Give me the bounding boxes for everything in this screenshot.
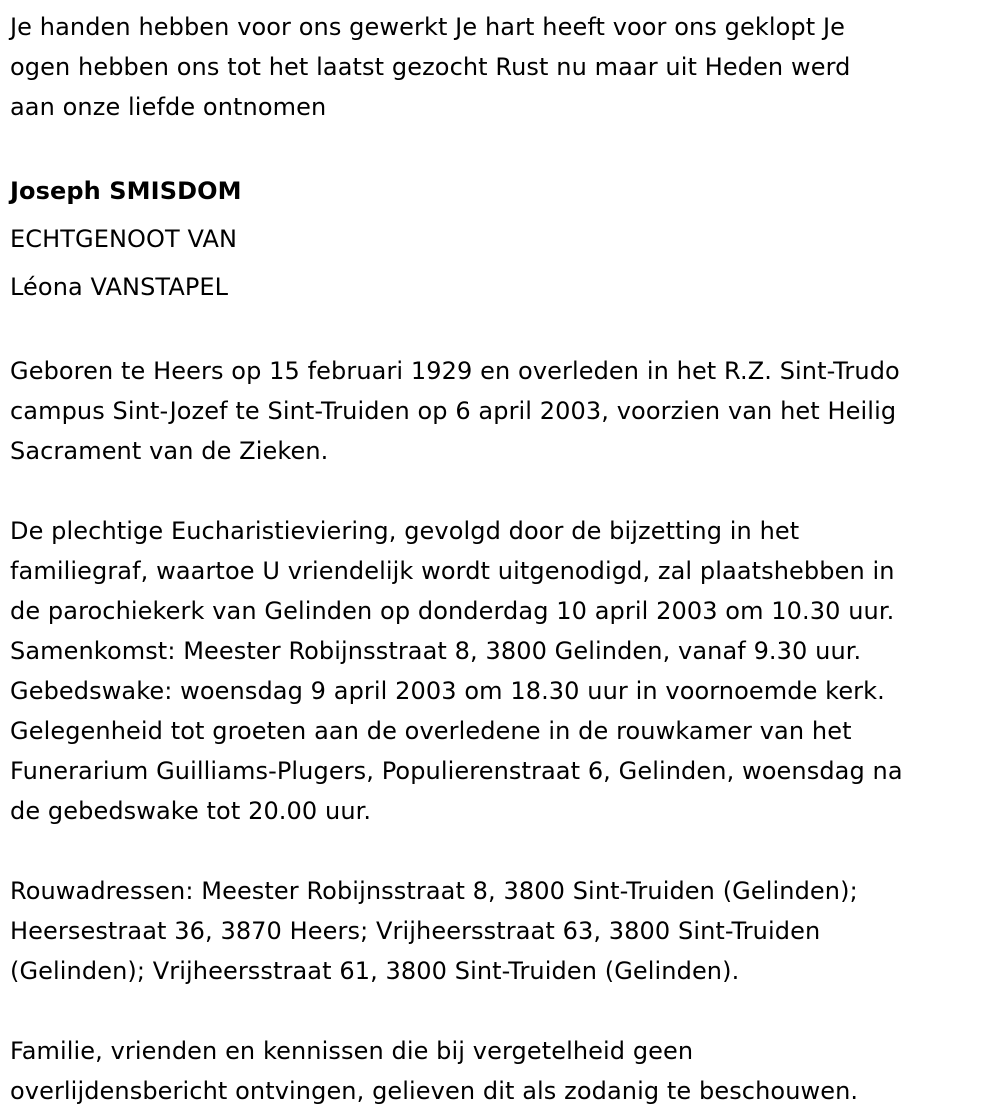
address-line: (Gelinden); Vrijheersstraat 61, 3800 Sint-Truiden (Gelinden). [10, 957, 740, 985]
addresses-paragraph [10, 871, 995, 991]
spacer [10, 831, 995, 871]
birth-death-line: Geboren te Heers op 15 februari 1929 en overleden in het R.Z. Sint-Trudo [10, 357, 900, 385]
intro-line: Je handen hebben voor ons gewerkt Je hart heeft voor ons geklopt Je [10, 13, 846, 41]
intro-verse [10, 7, 995, 127]
spacer [10, 311, 995, 351]
spacer [10, 127, 995, 167]
ceremony-line: Funerarium Guilliams-Plugers, Populierenstraat 6, Gelinden, woensdag na [10, 757, 903, 785]
spouse-name: Léona VANSTAPEL [10, 273, 229, 301]
closing-paragraph [10, 1031, 995, 1111]
ceremony-line: De plechtige Eucharistieviering, gevolgd door de bijzetting in het [10, 517, 800, 545]
address-line: Rouwadressen: Meester Robijnsstraat 8, 3800 Sint-Truiden (Gelinden); [10, 877, 858, 905]
spacer [10, 991, 995, 1031]
relation-label: ECHTGENOOT VAN [10, 225, 238, 253]
address-line: Heersestraat 36, 3870 Heers; Vrijheersstraat 63, 3800 Sint-Truiden [10, 917, 821, 945]
ceremony-line: de gebedswake tot 20.00 uur. [10, 797, 372, 825]
birth-death-line: Sacrament van de Zieken. [10, 437, 329, 465]
spacer [10, 471, 995, 511]
ceremony-line: Samenkomst: Meester Robijnsstraat 8, 3800 Gelinden, vanaf 9.30 uur. [10, 637, 862, 665]
ceremony-line: Gelegenheid tot groeten aan de overledene in de rouwkamer van het [10, 717, 852, 745]
ceremony-paragraph [10, 511, 995, 831]
intro-line: aan onze liefde ontnomen [10, 93, 327, 121]
intro-line: ogen hebben ons tot het laatst gezocht Rust nu maar uit Heden werd [10, 53, 851, 81]
person-block [10, 167, 995, 311]
closing-line: Familie, vrienden en kennissen die bij vergetelheid geen [10, 1037, 694, 1065]
obituary-document [10, 7, 995, 1111]
ceremony-line: de parochiekerk van Gelinden op donderdag 10 april 2003 om 10.30 uur. [10, 597, 895, 625]
birth-death-line: campus Sint-Jozef te Sint-Truiden op 6 april 2003, voorzien van het Heilig [10, 397, 897, 425]
deceased-name: Joseph SMISDOM [10, 177, 242, 205]
ceremony-line: familiegraf, waartoe U vriendelijk wordt uitgenodigd, zal plaatshebben in [10, 557, 895, 585]
closing-line: overlijdensbericht ontvingen, gelieven dit als zodanig te beschouwen. [10, 1077, 859, 1105]
birth-death-paragraph [10, 351, 995, 471]
ceremony-line: Gebedswake: woensdag 9 april 2003 om 18.30 uur in voornoemde kerk. [10, 677, 885, 705]
